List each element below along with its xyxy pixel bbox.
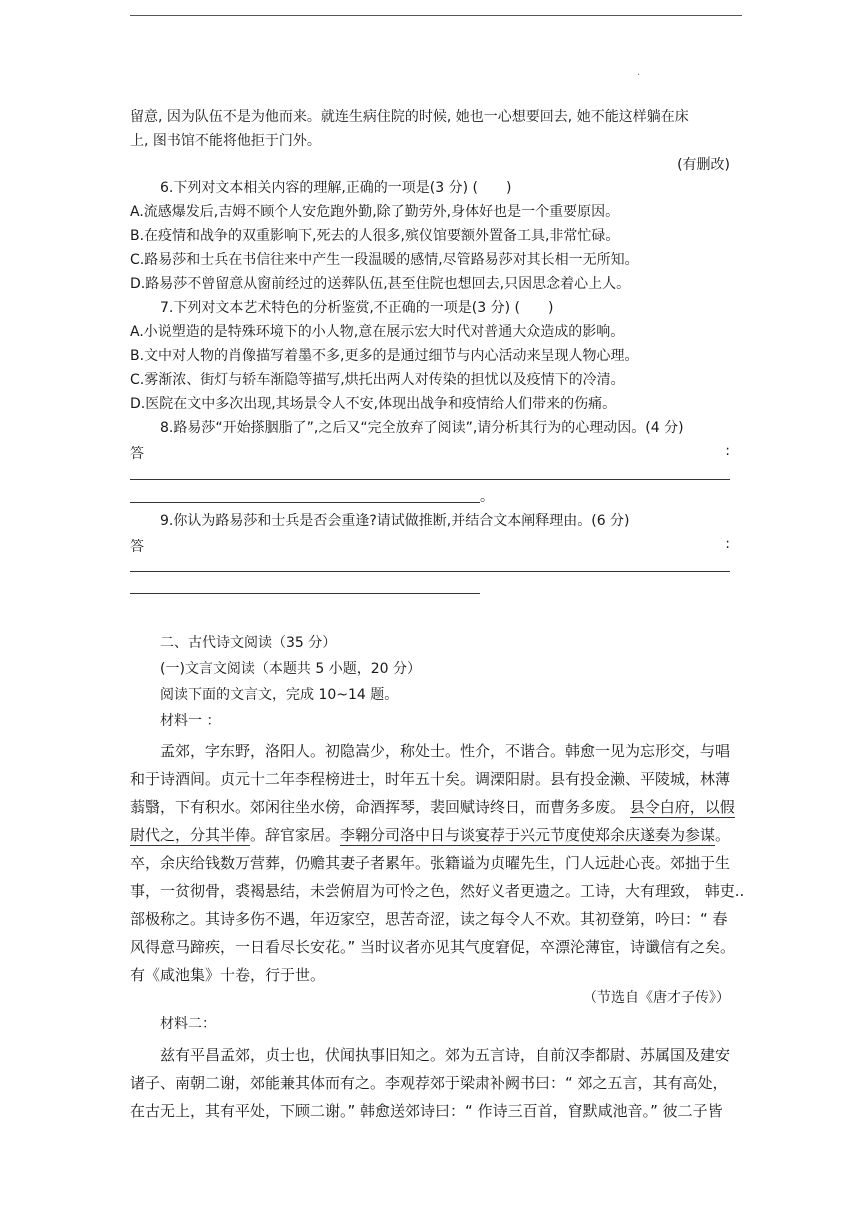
story-line-1: 留意, 因为队伍不是为他而来。就连生病住院的时候, 她也一心想要回去, 她不能这样躺在床 [130, 109, 689, 125]
question-8-stem: 8.路易莎“开始搽胭脂了”,之后又“完全放弃了阅读”,请分析其行为的心理动因。(4 分) [160, 420, 684, 436]
material-1-text: 。 [715, 826, 731, 844]
answer-line[interactable] [130, 502, 480, 503]
answer-end-mark: 。 [480, 489, 494, 505]
question-7-option-a: A.小说塑造的是特殊环境下的小人物,意在展示宏大时代对普通大众造成的影响。 [130, 324, 625, 340]
material-2-line: 在古无上，其有平处，下顾二谢。” 韩愈送郊诗曰：“ 作诗三百首，窅默咸池音。” 彼二子皆 [130, 1102, 723, 1120]
material-1-line [130, 797, 735, 817]
section-heading: 二、古代诗文阅读（35 分） [160, 635, 337, 651]
question-7-option-b: B.文中对人物的肖像描写着墨不多,更多的是通过细节与内心活动来呈现人物心理。 [130, 348, 639, 364]
question-9-stem: 9.你认为路易莎和士兵是否会重逢?请试做推断,并结合文本阐释理由。(6 分) [160, 513, 630, 529]
question-6-stem: 6.下列对文本相关内容的理解,正确的一项是(3 分) ( ) [160, 180, 512, 196]
question-6-option-c: C.路易莎和士兵在书信往来中产生一段温暖的感情,尽管路易莎对其长相一无所知。 [130, 252, 639, 268]
header-rule [130, 15, 742, 16]
answer-line[interactable] [130, 593, 480, 594]
material-1-line: 有《咸池集》十卷，行于世。 [130, 966, 326, 984]
question-6-option-a: A.流感爆发后,吉姆不顾个人安危跑外勤,除了勤劳外,身体好也是一个重要原因。 [130, 204, 620, 220]
answer-colon: : [725, 443, 730, 459]
material-1-line: 和于诗酒间。贞元十二年李程榜进士，时年五十矣。调溧阳尉。县有投金濑、平陵城，林薄 [130, 770, 731, 788]
answer-line[interactable] [130, 479, 730, 480]
material-2-label: 材料二： [160, 1016, 216, 1032]
section-instruction: 阅读下面的文言文，完成 10~14 题。 [160, 687, 399, 703]
material-1-text: 。辞官家居。 [250, 826, 341, 844]
material-1-line: 孟郊，字东野，洛阳人。初隐嵩少，称处士。性介，不谐合。韩愈一见为忘形交，与唱 [160, 742, 731, 760]
material-1-line [130, 825, 730, 845]
material-1-line: 事，一贫彻骨，裘褐悬结，未尝俯眉为可怜之色，然好义者更遗之。工诗，大有理致， 韩吏.. [130, 882, 745, 900]
question-7-option-c: C.雾渐浓、街灯与轿车渐隐等描写,烘托出两人对传染的担忧以及疫情下的冷清。 [130, 372, 625, 388]
question-7-option-d: D.医院在文中多次出现,其场景令人不安,体现出战争和疫情给人们带来的伤痛。 [130, 396, 617, 412]
material-1-line: 风得意马蹄疾，一日看尽长安花。” 当时议者亦见其气度窘促，卒漂沦薄宦，诗谶信有之矣。 [130, 938, 736, 956]
story-line-2: 上, 图书馆不能将他拒于门外。 [130, 133, 321, 149]
answer-label: 答 [130, 539, 144, 555]
question-9-answer-row [130, 536, 730, 554]
material-1-source: （节选自《唐才子传》） [583, 990, 730, 1006]
question-7-stem: 7.下列对文本艺术特色的分析鉴赏,不正确的一项是(3 分) ( ) [160, 300, 554, 316]
material-1-line: 部极称之。其诗多伤不遇，年迈家空，思苦奇涩，读之每令人不欢。其初登第，吟曰：“ 春 [130, 910, 728, 928]
source-note: (有删改) [677, 157, 730, 173]
question-6-option-d: D.路易莎不曾留意从窗前经过的送葬队伍,甚至住院也想回去,只因思念着心上人。 [130, 276, 631, 292]
material-2-line: 诸子、南朝二谢，郊能兼其体而有之。李观荐郊于梁肃补阙书曰：“ 郊之五言，其有高处， [130, 1074, 728, 1092]
answer-colon: : [725, 536, 730, 552]
material-1-line: 卒，余庆给钱数万营葬，仍赡其妻子者累年。张籍谥为贞曜先生，门人远赴心丧。郊拙于生 [130, 854, 731, 872]
scan-speck: · [637, 70, 641, 81]
question-6-option-b: B.在疫情和战争的双重影响下,死去的人很多,殡仪馆要额外置备工具,非常忙碌。 [130, 228, 620, 244]
answer-label: 答 [130, 446, 144, 462]
section-sub-heading: (一)文言文阅读（本题共 5 小题，20 分） [160, 661, 421, 677]
material-1-label: 材料一 ： [160, 713, 221, 729]
material-2-line: 兹有平昌孟郊，贞士也，伏闻执事旧知之。郊为五言诗，自前汉李都尉、苏属国及建安 [160, 1046, 731, 1064]
question-8-answer-row [130, 443, 730, 461]
answer-line[interactable] [130, 571, 730, 572]
material-1-text: 蓊翳，下有积水。郊闲往坐水傍，命酒挥琴，裴回赋诗终日，而曹务多废。 [130, 798, 626, 816]
underlined-sentence-1: 县令白府，以假 [629, 798, 735, 816]
underlined-sentence-1: 尉代之，分其半俸 [130, 826, 251, 844]
underlined-sentence-2: 李翱分司洛中日与谈宴荐于兴元节度使郑余庆遂奏为参谋 [340, 826, 716, 844]
